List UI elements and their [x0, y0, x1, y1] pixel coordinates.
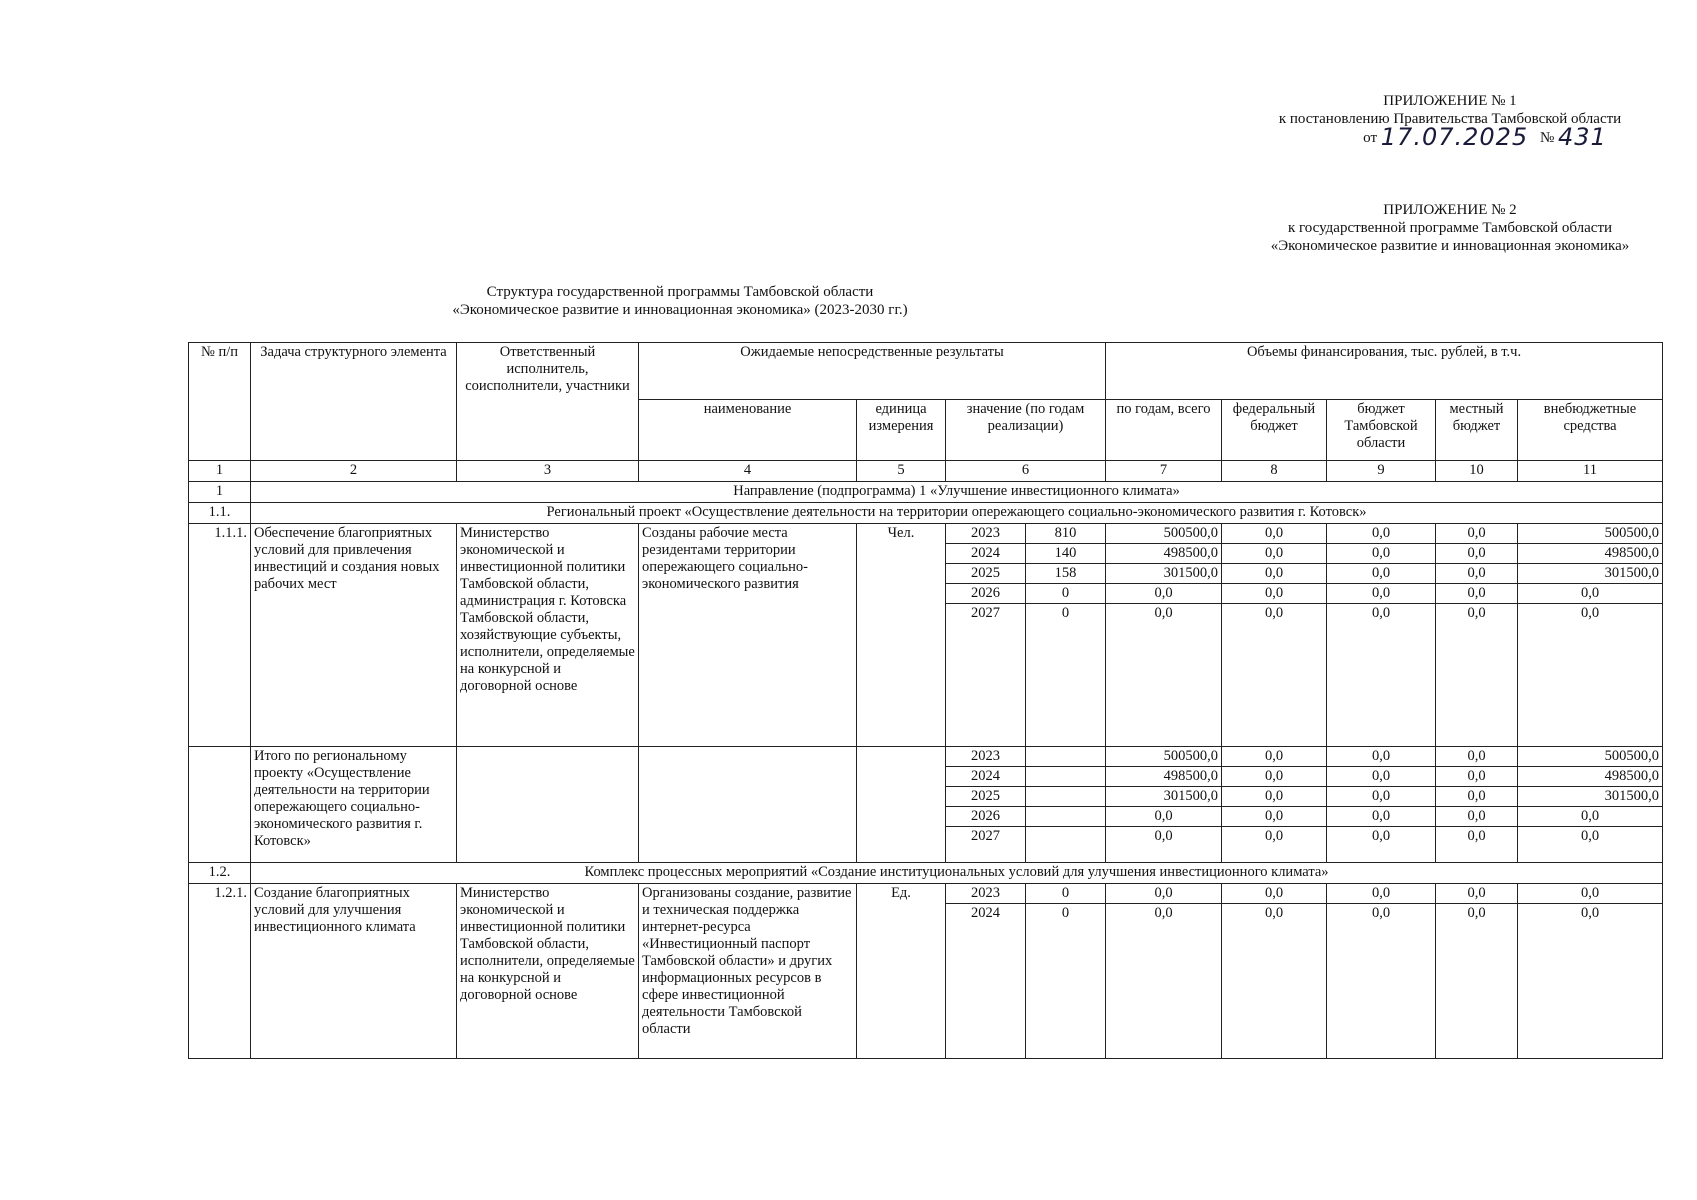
empty-cell	[1026, 787, 1106, 807]
header-regional: бюджет Тамбовской области	[1327, 400, 1436, 461]
col-number: 10	[1436, 461, 1518, 482]
number-label: №	[1539, 130, 1555, 146]
item-1-1-1-row	[189, 524, 1663, 544]
empty-cell	[457, 747, 639, 863]
year-cell: 2023	[946, 884, 1026, 904]
extra-cell: 301500,0	[1518, 564, 1663, 584]
regional-cell: 0,0	[1327, 747, 1436, 767]
local-cell: 0,0	[1436, 584, 1518, 604]
federal-cell: 0,0	[1222, 524, 1327, 544]
header-num: № п/п	[189, 343, 251, 461]
annex-2-title: ПРИЛОЖЕНИЕ № 2	[1383, 202, 1517, 218]
item-1-2-1-row	[189, 884, 1663, 904]
handwritten-number: 431	[1558, 123, 1607, 151]
extra-cell: 301500,0	[1518, 787, 1663, 807]
program-structure-table	[188, 342, 1663, 1059]
value-cell: 810	[1026, 524, 1106, 544]
value-cell: 0	[1026, 604, 1106, 747]
extra-cell: 0,0	[1518, 884, 1663, 904]
regional-cell: 0,0	[1327, 787, 1436, 807]
document-title	[400, 283, 960, 319]
total-cell: 0,0	[1106, 807, 1222, 827]
total-cell: 301500,0	[1106, 787, 1222, 807]
local-cell: 0,0	[1436, 524, 1518, 544]
item-1-2-1-executor: Министерство экономической и инвестиционной политики Тамбовской области, исполнители, определяемые на конкурсной и договорной основе	[457, 884, 639, 1059]
header-total: по годам, всего	[1106, 400, 1222, 461]
total-cell: 0,0	[1106, 604, 1222, 747]
col-number: 8	[1222, 461, 1327, 482]
document-title-line-1: Структура государственной программы Тамбовской области	[486, 284, 874, 300]
section-1-1-title: Региональный проект «Осуществление деятельности на территории опережающего социально-экономического развития г. Котовск»	[251, 503, 1663, 524]
extra-cell: 0,0	[1518, 827, 1663, 863]
value-cell: 0	[1026, 884, 1106, 904]
federal-cell: 0,0	[1222, 544, 1327, 564]
header-federal: федеральный бюджет	[1222, 400, 1327, 461]
total-cell: 301500,0	[1106, 564, 1222, 584]
empty-cell	[1026, 807, 1106, 827]
total-cell: 0,0	[1106, 584, 1222, 604]
col-number: 2	[251, 461, 457, 482]
empty-cell	[639, 747, 857, 863]
local-cell: 0,0	[1436, 747, 1518, 767]
extra-cell: 0,0	[1518, 584, 1663, 604]
extra-cell: 500500,0	[1518, 524, 1663, 544]
col-number: 9	[1327, 461, 1436, 482]
empty-cell	[1026, 767, 1106, 787]
year-cell: 2023	[946, 524, 1026, 544]
value-cell: 140	[1026, 544, 1106, 564]
local-cell: 0,0	[1436, 544, 1518, 564]
section-1-2-num: 1.2.	[189, 863, 251, 884]
handwritten-date: 17.07.2025	[1380, 123, 1529, 151]
year-cell: 2024	[946, 767, 1026, 787]
federal-cell: 0,0	[1222, 787, 1327, 807]
section-1-2-row	[189, 863, 1663, 884]
from-label: от	[1363, 130, 1378, 146]
regional-cell: 0,0	[1327, 524, 1436, 544]
extra-cell: 498500,0	[1518, 767, 1663, 787]
col-number: 5	[857, 461, 946, 482]
extra-cell: 500500,0	[1518, 747, 1663, 767]
item-1-2-1-unit: Ед.	[857, 884, 946, 1059]
year-cell: 2025	[946, 564, 1026, 584]
header-name: наименование	[639, 400, 857, 461]
year-cell: 2026	[946, 584, 1026, 604]
regional-cell: 0,0	[1327, 564, 1436, 584]
federal-cell: 0,0	[1222, 767, 1327, 787]
local-cell: 0,0	[1436, 604, 1518, 747]
total-cell: 0,0	[1106, 904, 1222, 1059]
header-funding: Объемы финансирования, тыс. рублей, в т.ч.	[1106, 343, 1663, 400]
direction-num: 1	[189, 482, 251, 503]
year-cell: 2025	[946, 787, 1026, 807]
federal-cell: 0,0	[1222, 604, 1327, 747]
regional-cell: 0,0	[1327, 604, 1436, 747]
item-1-2-1-num: 1.2.1.	[189, 884, 251, 1059]
year-cell: 2024	[946, 544, 1026, 564]
col-number: 6	[946, 461, 1106, 482]
total-1-1-row	[189, 747, 1663, 767]
regional-cell: 0,0	[1327, 884, 1436, 904]
local-cell: 0,0	[1436, 787, 1518, 807]
document-title-line-2: «Экономическое развитие и инновационная экономика» (2023-2030 гг.)	[452, 302, 908, 318]
item-1-2-1-result: Организованы создание, развитие и техническая поддержка интернет-ресурса «Инвестиционный паспорт Тамбовской области» и других информационных ресурсов в сфере инвестиционной деятельности Тамбовской области	[639, 884, 857, 1059]
header-row-1	[189, 343, 1663, 400]
year-cell: 2023	[946, 747, 1026, 767]
annex-1-title: ПРИЛОЖЕНИЕ № 1	[1383, 93, 1517, 109]
extra-cell: 0,0	[1518, 604, 1663, 747]
item-1-1-1-unit: Чел.	[857, 524, 946, 747]
extra-cell: 0,0	[1518, 807, 1663, 827]
item-1-1-1-num: 1.1.1.	[189, 524, 251, 747]
col-number: 3	[457, 461, 639, 482]
section-1-2-title: Комплекс процессных мероприятий «Создание институциональных условий для улучшения инвестиционного климата»	[251, 863, 1663, 884]
value-cell: 0	[1026, 584, 1106, 604]
header-unit: единица измерения	[857, 400, 946, 461]
federal-cell: 0,0	[1222, 884, 1327, 904]
year-cell: 2026	[946, 807, 1026, 827]
value-cell: 0	[1026, 904, 1106, 1059]
header-task: Задача структурного элемента	[251, 343, 457, 461]
annex-1-date-line	[1240, 123, 1660, 151]
section-1-1-row	[189, 503, 1663, 524]
federal-cell: 0,0	[1222, 584, 1327, 604]
federal-cell: 0,0	[1222, 904, 1327, 1059]
header-extra: внебюджетные средства	[1518, 400, 1663, 461]
annex-2-line-2: «Экономическое развитие и инновационная экономика»	[1270, 238, 1630, 254]
total-1-1-num	[189, 747, 251, 863]
year-cell: 2027	[946, 604, 1026, 747]
total-1-1-label: Итого по региональному проекту «Осуществление деятельности на территории опережающего социально-экономического развития г. Котовск»	[251, 747, 457, 863]
col-number: 11	[1518, 461, 1663, 482]
col-number: 1	[189, 461, 251, 482]
regional-cell: 0,0	[1327, 584, 1436, 604]
header-local: местный бюджет	[1436, 400, 1518, 461]
total-cell: 498500,0	[1106, 544, 1222, 564]
regional-cell: 0,0	[1327, 827, 1436, 863]
column-number-row	[189, 461, 1663, 482]
regional-cell: 0,0	[1327, 807, 1436, 827]
empty-cell	[857, 747, 946, 863]
direction-row	[189, 482, 1663, 503]
regional-cell: 0,0	[1327, 767, 1436, 787]
item-1-1-1-task: Обеспечение благоприятных условий для привлечения инвестиций и создания новых рабочих мест	[251, 524, 457, 747]
empty-cell	[1026, 747, 1106, 767]
federal-cell: 0,0	[1222, 827, 1327, 863]
empty-cell	[1026, 827, 1106, 863]
direction-title: Направление (подпрограмма) 1 «Улучшение инвестиционного климата»	[251, 482, 1663, 503]
item-1-1-1-executor: Министерство экономической и инвестиционной политики Тамбовской области, администрация г. Котовска Тамбовской области, хозяйствующие субъекты, исполнители, определяемые на конкурсной и договорной основе	[457, 524, 639, 747]
total-cell: 0,0	[1106, 827, 1222, 863]
total-cell: 498500,0	[1106, 767, 1222, 787]
item-1-2-1-task: Создание благоприятных условий для улучшения инвестиционного климата	[251, 884, 457, 1059]
item-1-1-1-result: Созданы рабочие места резидентами территории опережающего социально-экономического развития	[639, 524, 857, 747]
header-executor: Ответственный исполнитель, соисполнители, участники	[457, 343, 639, 461]
local-cell: 0,0	[1436, 827, 1518, 863]
federal-cell: 0,0	[1222, 807, 1327, 827]
regional-cell: 0,0	[1327, 544, 1436, 564]
extra-cell: 498500,0	[1518, 544, 1663, 564]
value-cell: 158	[1026, 564, 1106, 584]
annex-1-line: к постановлению Правительства Тамбовской области	[1278, 111, 1622, 127]
total-cell: 500500,0	[1106, 747, 1222, 767]
federal-cell: 0,0	[1222, 564, 1327, 584]
section-1-1-num: 1.1.	[189, 503, 251, 524]
local-cell: 0,0	[1436, 904, 1518, 1059]
total-cell: 0,0	[1106, 884, 1222, 904]
col-number: 4	[639, 461, 857, 482]
local-cell: 0,0	[1436, 564, 1518, 584]
regional-cell: 0,0	[1327, 904, 1436, 1059]
header-results: Ожидаемые непосредственные результаты	[639, 343, 1106, 400]
local-cell: 0,0	[1436, 807, 1518, 827]
extra-cell: 0,0	[1518, 904, 1663, 1059]
federal-cell: 0,0	[1222, 747, 1327, 767]
total-cell: 500500,0	[1106, 524, 1222, 544]
col-number: 7	[1106, 461, 1222, 482]
year-cell: 2024	[946, 904, 1026, 1059]
year-cell: 2027	[946, 827, 1026, 863]
annex-1-block	[1240, 92, 1660, 151]
annex-2-block	[1230, 201, 1670, 255]
local-cell: 0,0	[1436, 767, 1518, 787]
local-cell: 0,0	[1436, 884, 1518, 904]
header-value: значение (по годам реализации)	[946, 400, 1106, 461]
annex-2-line-1: к государственной программе Тамбовской области	[1287, 220, 1613, 236]
